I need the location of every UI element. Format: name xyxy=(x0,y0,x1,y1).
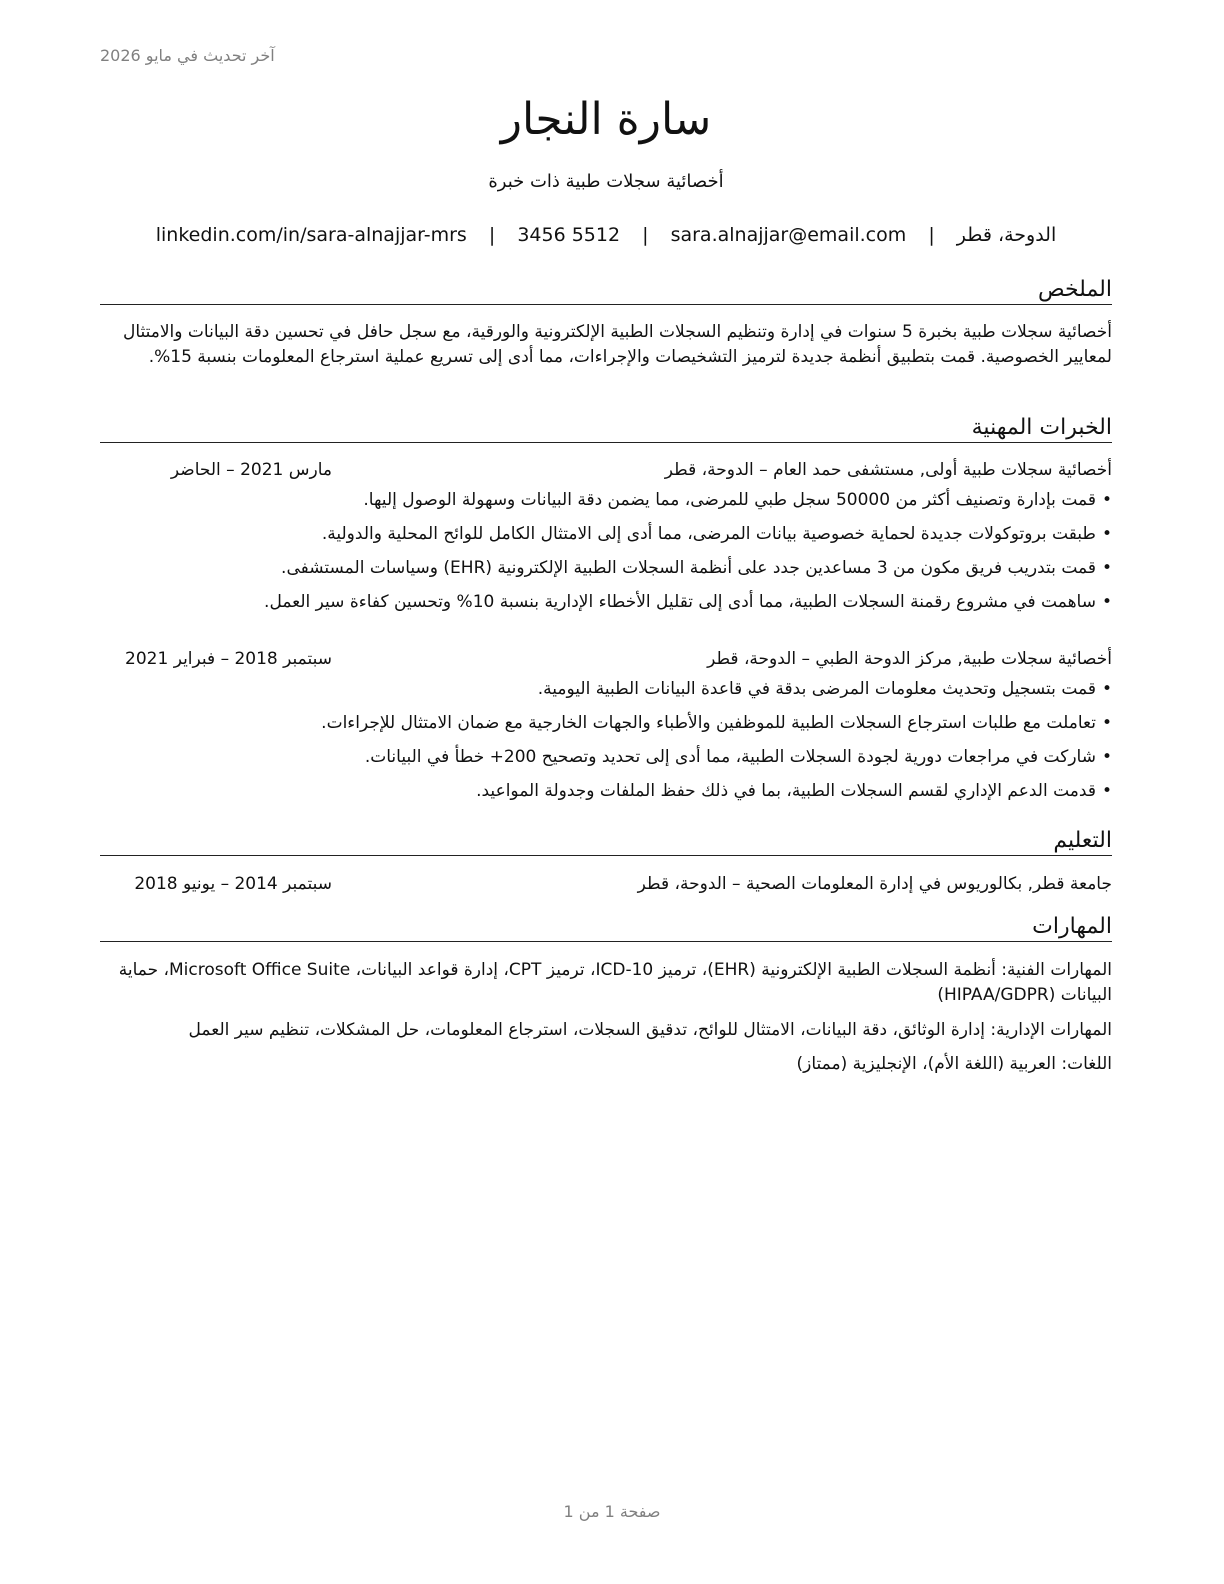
education-entry xyxy=(100,872,1112,896)
list-item: • ساهمت في مشروع رقمنة السجلات الطبية، مما أدى إلى تقليل الأخطاء الإدارية بنسبة 10% وتحسين كفاءة سير العمل. xyxy=(100,590,1112,614)
contact-separator: | xyxy=(928,224,935,246)
job-dates: مارس 2021 – الحاضر xyxy=(170,460,332,480)
skills-languages: اللغات: العربية (اللغة الأم)، الإنجليزية (ممتاز) xyxy=(796,1054,1112,1074)
skills-administrative: المهارات الإدارية: إدارة الوثائق، دقة البيانات، الامتثال للوائح، تدقيق السجلات، استرجاع المعلومات، حل المشكلات، تنظيم سير العمل xyxy=(188,1020,1112,1040)
last-updated: آخر تحديث في مايو 2026 xyxy=(100,46,275,65)
contact-location: الدوحة، قطر xyxy=(956,224,1057,246)
list-item: • قمت بتدريب فريق مكون من 3 مساعدين جدد على أنظمة السجلات الطبية الإلكترونية (EHR) وسياسات المستشفى. xyxy=(100,556,1112,580)
job-dates: سبتمبر 2018 – فبراير 2021 xyxy=(125,649,332,669)
list-item: • شاركت في مراجعات دورية لجودة السجلات الطبية، مما أدى إلى تحديد وتصحيح 200+ خطأ في البيانات. xyxy=(100,745,1112,769)
contact-email[interactable]: sara.alnajjar@email.com xyxy=(670,224,907,246)
list-item: • قمت بإدارة وتصنيف أكثر من 50000 سجل طبي للمرضى، مما يضمن دقة البيانات وسهولة الوصول إليها. xyxy=(100,488,1112,512)
section-title-summary: الملخص xyxy=(100,276,1112,305)
education-degree: جامعة قطر, بكالوريوس في إدارة المعلومات الصحية – الدوحة، قطر xyxy=(637,874,1112,894)
education-dates: سبتمبر 2014 – يونيو 2018 xyxy=(134,874,332,894)
page-number: صفحة 1 من 1 xyxy=(563,1502,661,1521)
skills-technical: المهارات الفنية: أنظمة السجلات الطبية الإلكترونية (EHR)، ترميز ICD-10، ترميز CPT، إدارة قواعد البيانات، Microsoft Office Suite، حماية البيانات (HIPAA/GDPR) xyxy=(118,960,1112,1005)
list-item: • قدمت الدعم الإداري لقسم السجلات الطبية، بما في ذلك حفظ الملفات وجدولة المواعيد. xyxy=(100,779,1112,803)
contact-phone: 3456 5512 xyxy=(517,224,621,246)
job-bullets xyxy=(100,488,1112,624)
contact-separator: | xyxy=(642,224,649,246)
contact-linkedin[interactable]: linkedin.com/in/sara-alnajjar-mrs xyxy=(155,224,467,246)
list-item: • قمت بتسجيل وتحديث معلومات المرضى بدقة في قاعدة البيانات الطبية اليومية. xyxy=(100,677,1112,701)
section-title-experience: الخبرات المهنية xyxy=(100,414,1112,443)
contact-separator: | xyxy=(488,224,496,246)
section-title-education: التعليم xyxy=(100,827,1112,856)
list-item: • طبقت بروتوكولات جديدة لحماية خصوصية بيانات المرضى، مما أدى إلى الامتثال الكامل للوائح المحلية والدولية. xyxy=(100,522,1112,546)
section-title-skills: المهارات xyxy=(100,913,1112,942)
list-item: • تعاملت مع طلبات استرجاع السجلات الطبية للموظفين والأطباء والجهات الخارجية مع ضمان الامتثال للإجراءات. xyxy=(100,711,1112,735)
job-header xyxy=(100,458,1112,482)
contact-line xyxy=(100,222,1112,248)
job-header xyxy=(100,647,1112,671)
candidate-name: سارة النجار xyxy=(500,94,712,145)
job-bullets xyxy=(100,677,1112,813)
job-role: أخصائية سجلات طبية, مركز الدوحة الطبي – الدوحة، قطر xyxy=(707,649,1112,669)
job-role: أخصائية سجلات طبية أولى, مستشفى حمد العام – الدوحة، قطر xyxy=(664,460,1112,480)
summary-text: أخصائية سجلات طبية بخبرة 5 سنوات في إدارة وتنظيم السجلات الطبية الإلكترونية والورقية، مع سجل حافل في تحسين دقة البيانات والامتثال لمعايير الخصوصية. قمت بتطبيق أنظمة جديدة لترميز التشخيصات والإجراءات، مما أدى إلى تسريع عملية استرجاع المعلومات بنسبة 15%. xyxy=(122,322,1112,367)
candidate-subtitle: أخصائية سجلات طبية ذات خبرة xyxy=(488,171,724,192)
